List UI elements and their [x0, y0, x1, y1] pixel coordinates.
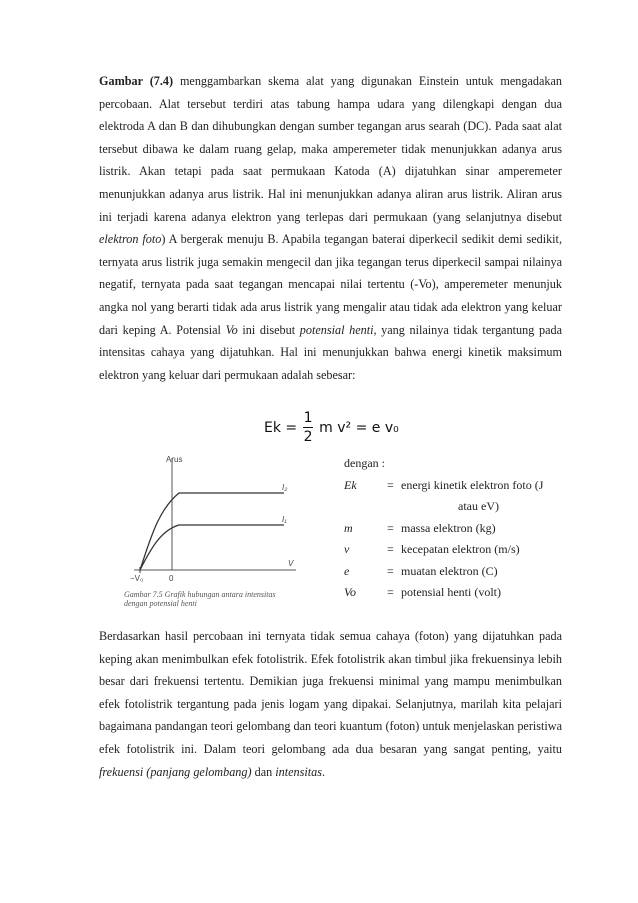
- fraction-bar: [303, 427, 313, 428]
- legend-header: dengan :: [344, 456, 385, 470]
- legend-equals: =: [387, 477, 394, 492]
- legend-description: potensial henti (volt): [401, 585, 501, 599]
- formula-rhs: m v² = e v₀: [319, 419, 399, 436]
- legend-symbol: Vo: [344, 585, 356, 599]
- text: .: [321, 764, 326, 779]
- legend-equals: =: [387, 520, 394, 535]
- legend-description: energi kinetik elektron foto (J: [401, 477, 544, 492]
- legend-row: [344, 518, 628, 540]
- legend-equals: =: [387, 585, 394, 599]
- paragraph-intro: [99, 70, 562, 386]
- legend-description: muatan elektron (C): [401, 563, 498, 578]
- text: ) A bergerak menuju B. Apabila tegangan baterai diperkecil sedikit demi sedikit, ternyata arus listrik juga semakin mengecil dan jika tegangan terus diperkecil sampai nilainya negatif, ternyata pada saat tegangan mencapai nilai tertentu (-Vo), amperemeter menunjuk angka nol yang berarti tidak ada arus listrik yang mengalir atau tidak ada elektron yang keluar dari keping A. Potensial: [99, 232, 562, 337]
- legend-symbol: Ek: [344, 477, 357, 492]
- legend-description: massa elektron (kg): [401, 520, 496, 535]
- text: dan: [251, 764, 276, 779]
- curve-i1: [140, 525, 284, 570]
- text: Berdasarkan hasil percobaan ini ternyata tidak semua cahaya (foton) yang dijatuhkan pada keping akan menimbulkan efek fotolistrik. Efek fotolistrik akan timbul jika frekuensinya lebih besar dari frekuensi tertentu. Demikian juga frekuensi minimal yang mampu menimbulkan efek fotolistrik tergantung pada jenis logam yang dipakai. Selanjutnya, marilah kita pelajari bagaimana pandangan teori gelombang dan teori kuantum (foton) untuk menjelaskan peristiwa efek fotolistrik ini. Dalam teori gelombang ada dua besaran yang sangat penting, yaitu: [99, 629, 562, 756]
- legend-equals: =: [387, 563, 394, 578]
- legend-description: atau eV): [458, 499, 499, 513]
- term-frekuensi: frekuensi (panjang gelombang): [99, 764, 252, 779]
- fraction-denominator: 2: [303, 429, 313, 445]
- legend-row: [344, 561, 628, 583]
- paragraph-conclusion: [99, 625, 562, 783]
- curve-i2: [140, 493, 284, 570]
- caption-line-1: Gambar 7.5 Grafik hubungan antara intensitas: [124, 590, 276, 599]
- text: , yang nilainya tidak tergantung pada intensitas cahaya yang dijatuhkan. Hal ini menunjukkan bahwa energi kinetik maksimum elektron yang keluar dari permukaan adalah sebesar:: [99, 322, 562, 382]
- legend-symbol: m: [344, 520, 353, 535]
- fraction-numerator: 1: [303, 410, 313, 426]
- legend-equals: [387, 496, 401, 518]
- legend-symbol: e: [344, 563, 350, 578]
- term-elektron-foto: elektron foto: [99, 232, 162, 247]
- legend-equals: =: [387, 542, 394, 556]
- formula-lhs: Ek =: [264, 419, 298, 436]
- figure-caption: [124, 590, 304, 608]
- term-vo: Vo: [225, 322, 238, 337]
- kinetic-energy-formula: [264, 410, 399, 445]
- legend-row: [344, 496, 628, 518]
- curve-i2-label: I₂: [282, 483, 288, 492]
- legend-symbol: [344, 496, 387, 518]
- photoelectric-graph: [124, 450, 304, 590]
- term-potensial-henti: potensial henti: [299, 322, 374, 337]
- figure-reference: Gambar (7.4): [99, 74, 174, 88]
- y-axis-label: Arus: [166, 455, 183, 464]
- fraction: [303, 410, 313, 445]
- neg-vo-label: −V₀: [130, 574, 144, 583]
- legend-row: [344, 539, 628, 561]
- term-intensitas: intensitas: [275, 764, 322, 779]
- legend-row: [344, 475, 628, 497]
- zero-label: 0: [169, 574, 174, 583]
- text: ini disebut: [237, 322, 300, 337]
- variable-legend: [344, 453, 628, 604]
- caption-line-2: dengan potensial henti: [124, 599, 197, 608]
- text: menggambarkan skema alat yang digunakan Einstein untuk mengadakan percobaan. Alat tersebut terdiri atas tabung hampa udara yang dilengkapi dengan dua elektroda A dan B dan dihubungkan dengan sumber tegangan arus searah (DC). Pada saat alat tersebut dibawa ke dalam ruang gelap, maka amperemeter tidak menunjukkan adanya arus listrik. Akan tetapi pada saat permukaan Katoda (A) dijatuhkan sinar amperemeter menunjukkan adanya arus listrik. Hal ini menunjukkan adanya aliran arus listrik. Aliran arus ini terjadi karena adanya elektron yang terlepas dari permukaan (yang selanjutnya disebut: [99, 74, 562, 224]
- legend-symbol: v: [344, 542, 350, 556]
- legend-row: [344, 582, 628, 604]
- x-axis-label: V: [288, 559, 294, 568]
- curve-i1-label: I₁: [282, 515, 287, 524]
- legend-description: kecepatan elektron (m/s): [401, 542, 520, 556]
